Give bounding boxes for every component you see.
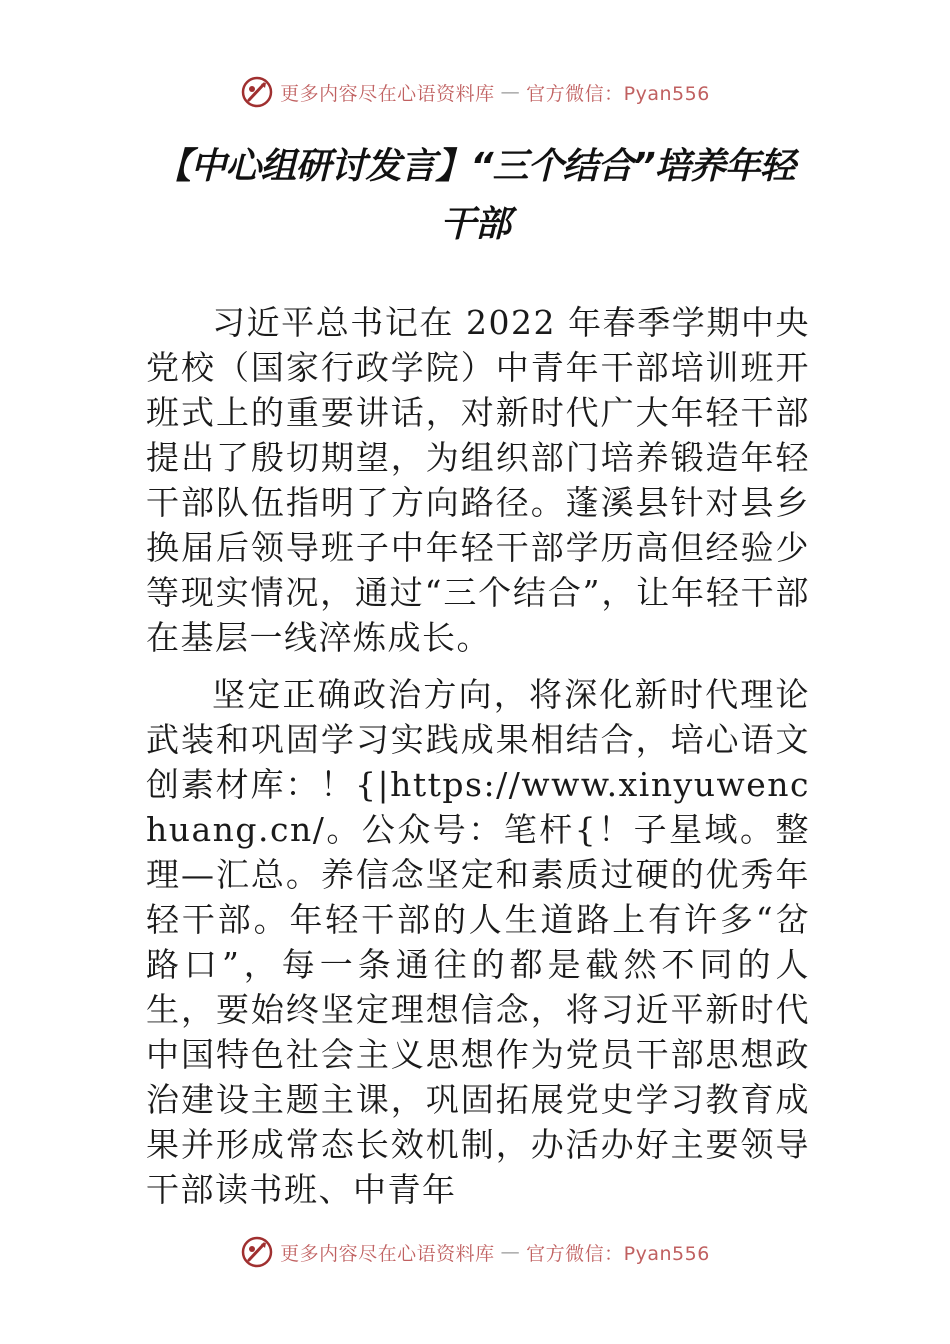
watermark-separator: — [500, 81, 521, 103]
footer-watermark [0, 1232, 950, 1272]
document-body [146, 300, 810, 1212]
watermark-suffix: 官方微信：Pyan556 [526, 82, 710, 105]
paragraph: 习近平总书记在 2022 年春季学期中央党校（国家行政学院）中青年干部培训班开班式上的重要讲话，对新时代广大年轻干部提出了殷切期望，为组织部门培养锻造年轻干部队伍指明了方向路径。蓬溪县针对县乡换届后领导班子中年轻干部学历高但经验少等现实情况，通过“三个结合”，让年轻干部在基层一线淬炼成长。 [146, 303, 810, 657]
watermark-suffix: 官方微信：Pyan556 [526, 1242, 710, 1265]
brand-logo-icon [240, 1235, 274, 1269]
paragraph: 坚定正确政治方向，将深化新时代理论武装和巩固学习实践成果相结合，培心语文创素材库：！{|https://www.xinyuwenchuang.cn/。公众号：笔杆{！子星域。整理—汇总。养信念坚定和素质过硬的优秀年轻干部。年轻干部的人生道路上有许多“岔路口”，每一条通往的都是截然不同的人生，要始终坚定理想信念，将习近平新时代中国特色社会主义思想作为党员干部思想政治建设主题主课，巩固拓展党史学习教育成果并形成常态长效机制，办活办好主要领导干部读书班、中青年 [146, 675, 810, 1209]
watermark-separator: — [500, 1241, 521, 1263]
document-title: 【中心组研讨发言】“三个结合”培养年轻干部 [155, 146, 795, 245]
brand-logo-icon [240, 75, 274, 109]
watermark-text: 更多内容尽在心语资料库 [280, 1242, 495, 1265]
watermark-text: 更多内容尽在心语资料库 [280, 82, 495, 105]
header-watermark [0, 72, 950, 112]
